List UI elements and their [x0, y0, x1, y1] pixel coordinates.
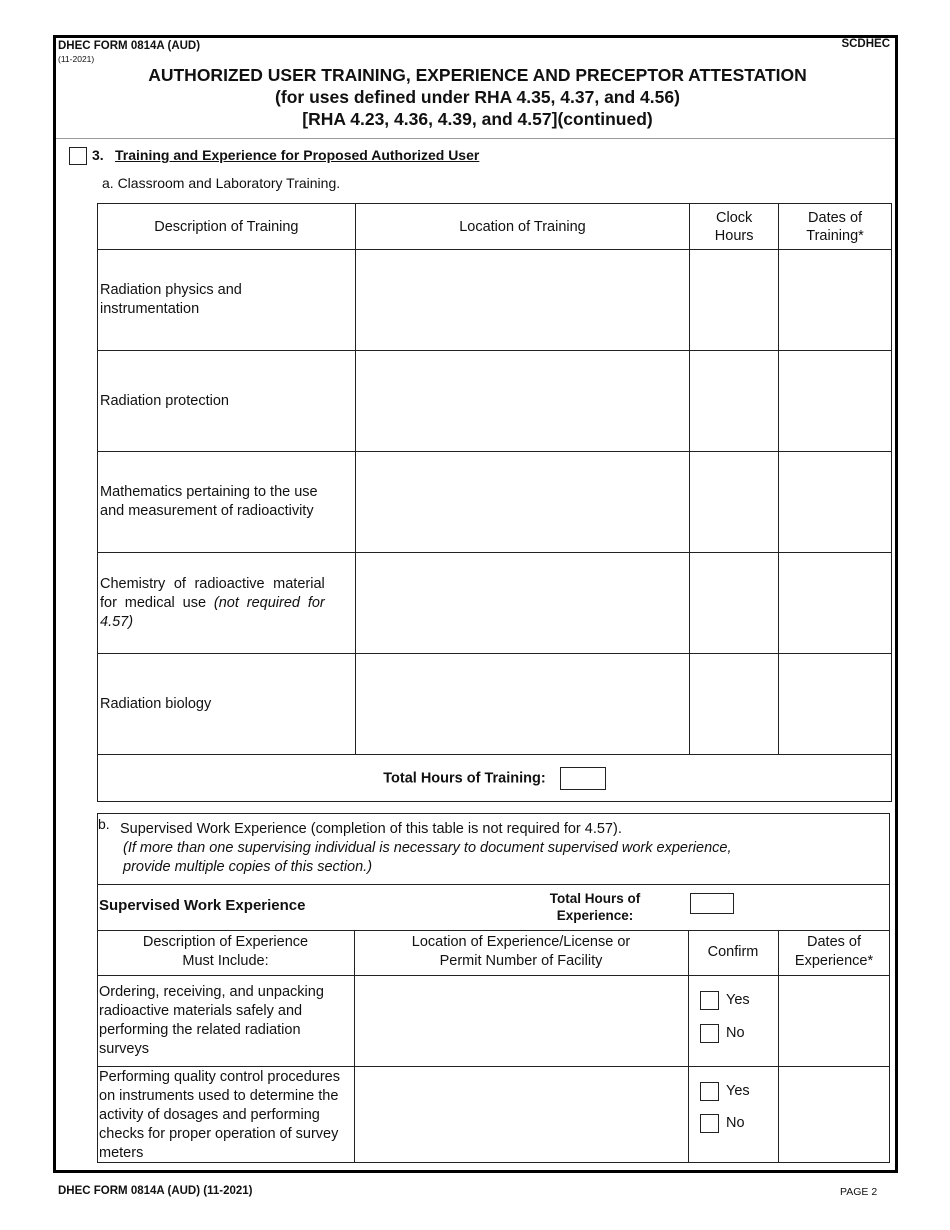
hours-label: Hours — [714, 227, 754, 244]
exp-location-header — [354, 933, 688, 971]
col-clock-hours-header — [690, 204, 779, 250]
divider — [97, 1066, 890, 1067]
training-dates-cell[interactable] — [779, 654, 892, 755]
section3-checkbox[interactable] — [69, 147, 87, 165]
col-location-header: Location of Training — [355, 204, 689, 250]
col-description-header: Description of Training — [98, 204, 356, 250]
training-location-cell[interactable] — [355, 553, 689, 654]
total-experience-label-1: Total Hours of — [549, 891, 641, 906]
training-note: (not required for 4.57) — [100, 594, 325, 630]
section-b-note-1: (If more than one supervising individual is necessary to document supervised work experience, — [123, 840, 732, 856]
training-dates-cell[interactable] — [779, 553, 892, 654]
divider — [97, 930, 890, 931]
table-row — [98, 351, 892, 452]
exp-location-header-2: Permit Number of Facility — [439, 953, 603, 969]
exp-description-header-2: Must Include: — [182, 953, 269, 969]
training-hours-cell[interactable] — [690, 553, 779, 654]
no-checkbox[interactable] — [700, 1114, 719, 1133]
total-hours-cell — [98, 755, 892, 802]
no-label: No — [726, 1025, 745, 1041]
exp-dates-header-2: Experience* — [794, 953, 874, 969]
divider — [97, 884, 890, 885]
table-row — [98, 553, 892, 654]
table-row — [98, 250, 892, 351]
col-dates-header — [779, 204, 892, 250]
yes-label: Yes — [726, 1083, 750, 1099]
exp-description-header-1: Description of Experience — [142, 934, 309, 950]
column-divider — [688, 930, 689, 1163]
total-experience-label — [520, 890, 670, 924]
form-revision: (11-2021) — [58, 54, 95, 64]
training-location-cell[interactable] — [355, 452, 689, 553]
confirm-header: Confirm — [707, 944, 759, 960]
yes-checkbox[interactable] — [700, 1082, 719, 1101]
experience-description: Performing quality control procedures on instruments used to determine the activity of dosages and performing checks for proper operation of survey meters — [99, 1069, 340, 1161]
header-divider — [56, 138, 895, 139]
exp-dates-header — [778, 933, 890, 971]
training-hours-cell[interactable] — [690, 654, 779, 755]
total-hours-label: Total Hours of Training: — [383, 770, 546, 786]
training-description-cell — [98, 553, 356, 654]
training-description: Radiation biology — [98, 654, 356, 755]
training-hours-cell[interactable] — [690, 351, 779, 452]
section3-title: Training and Experience for Proposed Authorized User — [115, 147, 480, 163]
total-experience-input[interactable] — [690, 893, 734, 914]
supervised-work-title: Supervised Work Experience — [99, 897, 306, 914]
table-row — [98, 452, 892, 553]
section-b-letter: b. — [98, 816, 110, 832]
training-description: Mathematics pertaining to the use and measurement of radioactivity — [98, 452, 356, 553]
total-hours-row — [98, 755, 892, 802]
training-header-row — [98, 204, 892, 250]
title-line-3: [RHA 4.23, 4.36, 4.39, and 4.57](continued) — [302, 109, 653, 129]
training-description: Radiation physics and instrumentation — [98, 250, 356, 351]
no-label: No — [726, 1115, 745, 1131]
training-label: Training* — [806, 227, 864, 244]
form-number: DHEC FORM 0814A (AUD) — [58, 40, 201, 52]
section-b-note-2: provide multiple copies of this section.) — [123, 859, 373, 875]
training-hours-cell[interactable] — [690, 452, 779, 553]
training-location-cell[interactable] — [355, 654, 689, 755]
training-description: Chemistry of radioactive material for medical use — [100, 575, 325, 611]
exp-dates-header-1: Dates of — [807, 934, 861, 950]
training-location-cell[interactable] — [355, 351, 689, 452]
training-location-cell[interactable] — [355, 250, 689, 351]
section-b-title: Supervised Work Experience (completion of this table is not required for 4.57). — [120, 821, 622, 837]
title-line-1: AUTHORIZED USER TRAINING, EXPERIENCE AND PRECEPTOR ATTESTATION — [148, 65, 807, 85]
no-checkbox[interactable] — [700, 1024, 719, 1043]
yes-label: Yes — [726, 992, 750, 1008]
training-table — [97, 203, 892, 802]
total-experience-label-2: Experience: — [556, 908, 634, 923]
footer-form-number: DHEC FORM 0814A (AUD) (11-2021) — [58, 1185, 253, 1197]
exp-location-header-1: Location of Experience/License or — [411, 934, 631, 950]
total-hours-input[interactable] — [560, 767, 606, 790]
training-hours-cell[interactable] — [690, 250, 779, 351]
section3-number: 3. — [92, 147, 104, 163]
training-description: Radiation protection — [98, 351, 356, 452]
table-row — [98, 654, 892, 755]
page-number: PAGE 2 — [840, 1186, 878, 1198]
training-dates-cell[interactable] — [779, 250, 892, 351]
section-b-text — [120, 820, 732, 877]
experience-description: Ordering, receiving, and unpacking radioactive materials safely and performing the related radiation surveys — [99, 984, 324, 1057]
title-line-2: (for uses defined under RHA 4.35, 4.37, and 4.56) — [275, 87, 680, 107]
training-dates-cell[interactable] — [779, 351, 892, 452]
agency-name: SCDHEC — [841, 38, 890, 50]
training-dates-cell[interactable] — [779, 452, 892, 553]
dates-label: Dates of — [808, 209, 863, 226]
section3a-label: a. Classroom and Laboratory Training. — [102, 175, 341, 191]
yes-checkbox[interactable] — [700, 991, 719, 1010]
clock-label: Clock — [716, 209, 753, 226]
form-title — [60, 64, 895, 130]
exp-description-header — [97, 933, 354, 971]
divider — [97, 975, 890, 976]
